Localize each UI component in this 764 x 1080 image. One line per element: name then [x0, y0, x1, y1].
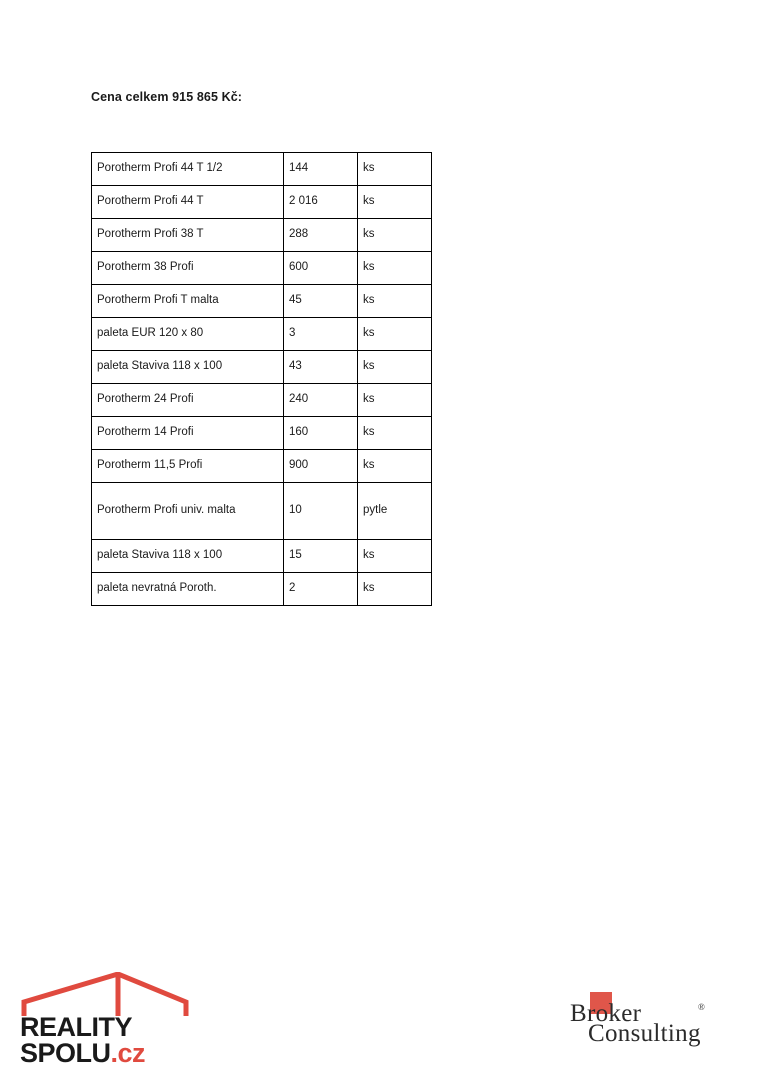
page-title: Cena celkem 915 865 Kč: [91, 90, 243, 104]
broker-word-2: Consulting [588, 1020, 701, 1047]
table-row [92, 186, 432, 219]
table-row [92, 153, 432, 186]
broker-word-1: Broker [570, 1000, 642, 1027]
table-row [92, 573, 432, 606]
item-quantity: 43 [284, 351, 358, 384]
item-quantity: 2 016 [284, 186, 358, 219]
item-unit: ks [358, 219, 432, 252]
registered-mark-icon: ® [698, 1002, 705, 1012]
item-name: Porotherm 11,5 Profi [92, 450, 284, 483]
logo-line-1: REALITY [20, 1012, 133, 1042]
item-quantity: 600 [284, 252, 358, 285]
item-quantity: 144 [284, 153, 358, 186]
item-quantity: 3 [284, 318, 358, 351]
table-row [92, 540, 432, 573]
item-quantity: 240 [284, 384, 358, 417]
table-row [92, 285, 432, 318]
table-row [92, 450, 432, 483]
item-unit: ks [358, 384, 432, 417]
item-name: paleta Staviva 118 x 100 [92, 351, 284, 384]
item-quantity: 45 [284, 285, 358, 318]
table-row [92, 351, 432, 384]
table-row [92, 483, 432, 540]
table-row [92, 384, 432, 417]
item-name: Porotherm 24 Profi [92, 384, 284, 417]
item-quantity: 2 [284, 573, 358, 606]
item-unit: pytle [358, 483, 432, 540]
item-name: paleta Staviva 118 x 100 [92, 540, 284, 573]
item-name: Porotherm 14 Profi [92, 417, 284, 450]
logo-line-2 [20, 1038, 145, 1069]
table-row [92, 318, 432, 351]
item-name: Porotherm Profi 44 T 1/2 [92, 153, 284, 186]
item-name: paleta EUR 120 x 80 [92, 318, 284, 351]
items-table-body [92, 153, 432, 606]
item-unit: ks [358, 540, 432, 573]
item-name: paleta nevratná Poroth. [92, 573, 284, 606]
item-name: Porotherm Profi T malta [92, 285, 284, 318]
item-unit: ks [358, 351, 432, 384]
item-name: Porotherm Profi 38 T [92, 219, 284, 252]
item-quantity: 160 [284, 417, 358, 450]
item-unit: ks [358, 318, 432, 351]
logo-line-2-suffix: .cz [110, 1038, 146, 1068]
item-unit: ks [358, 417, 432, 450]
item-unit: ks [358, 186, 432, 219]
item-name: Porotherm Profi univ. malta [92, 483, 284, 540]
items-table [91, 152, 432, 606]
logo-line-2-main: SPOLU [20, 1038, 111, 1068]
item-unit: ks [358, 573, 432, 606]
item-quantity: 15 [284, 540, 358, 573]
item-name: Porotherm 38 Profi [92, 252, 284, 285]
item-unit: ks [358, 153, 432, 186]
item-unit: ks [358, 252, 432, 285]
table-row [92, 219, 432, 252]
item-name: Porotherm Profi 44 T [92, 186, 284, 219]
reality-spolu-logo [18, 976, 208, 1066]
item-quantity: 900 [284, 450, 358, 483]
table-row [92, 417, 432, 450]
broker-consulting-logo [570, 994, 740, 1054]
item-quantity: 288 [284, 219, 358, 252]
item-quantity: 10 [284, 483, 358, 540]
item-unit: ks [358, 285, 432, 318]
item-unit: ks [358, 450, 432, 483]
table-row [92, 252, 432, 285]
